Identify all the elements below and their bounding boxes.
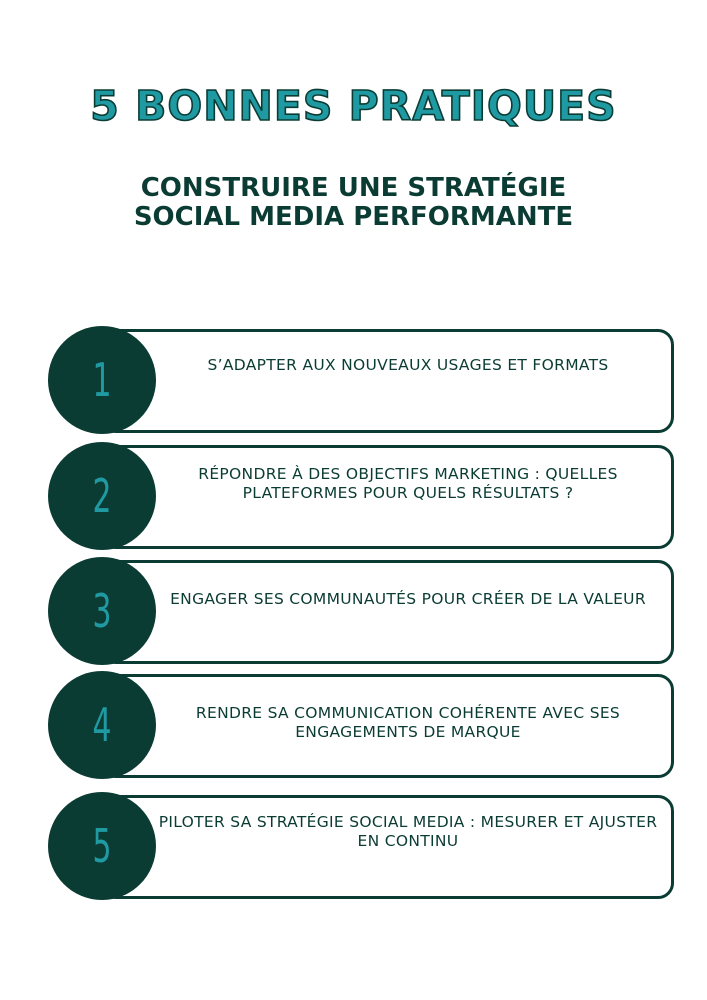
step-1 [48,329,672,433]
step-1-number-badge [48,326,156,434]
step-3 [48,560,672,664]
step-3-number: 3 [92,584,112,638]
main-title: 5 BONNES PRATIQUES [90,82,617,130]
step-5-text: PILOTER SA STRATÉGIE SOCIAL MEDIA : MESURER ET AJUSTER EN CONTINU [158,813,658,850]
step-2 [48,445,672,549]
step-1-box [100,329,674,433]
step-1-number: 1 [92,353,112,407]
step-3-text: ENGAGER SES COMMUNAUTÉS POUR CRÉER DE LA VALEUR [170,590,646,608]
step-2-number: 2 [92,469,112,523]
step-2-text: RÉPONDRE À DES OBJECTIFS MARKETING : QUELLES PLATEFORMES POUR QUELS RÉSULTATS ? [198,465,618,502]
step-4-number-badge [48,671,156,779]
step-3-box [100,560,674,664]
step-1-text: S’ADAPTER AUX NOUVEAUX USAGES ET FORMATS [207,356,609,374]
subtitle-line-2: SOCIAL MEDIA PERFORMANTE [133,202,574,232]
step-5-number-badge [48,792,156,900]
step-4-text: RENDRE SA COMMUNICATION COHÉRENTE AVEC SES ENGAGEMENTS DE MARQUE [195,704,621,741]
step-5-number: 5 [92,819,112,873]
step-2-number-badge [48,442,156,550]
step-4 [48,674,672,778]
step-3-number-badge [48,557,156,665]
step-5 [48,795,672,899]
subtitle-line-1: CONSTRUIRE UNE STRATÉGIE [140,173,567,203]
step-4-number: 4 [92,698,112,752]
